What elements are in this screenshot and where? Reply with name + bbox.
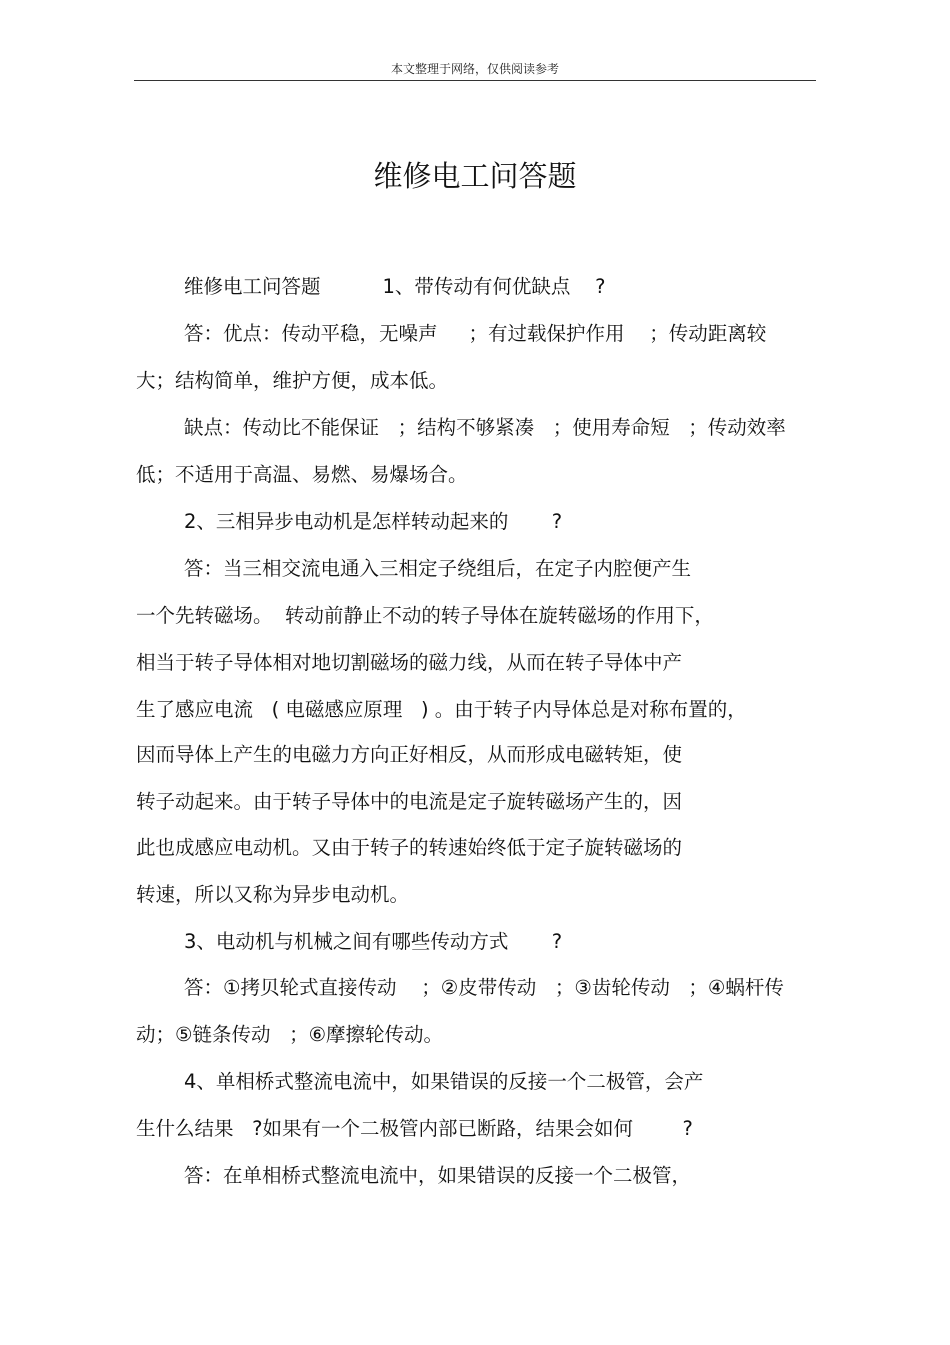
document-title: 维修电工问答题 [373,159,577,193]
body-line: 生什么结果 ?如果有一个二极管内部已断路，结果会如何 ? [136,1117,693,1140]
body-line: 缺点：传动比不能保证 ；结构不够紧凑 ；使用寿命短 ；传动效率 [184,416,786,439]
body-line: 一个先转磁场。 转动前静止不动的转子导体在旋转磁场的作用下， [136,604,714,627]
body-line: 生了感应电流 ( 电磁感应原理 ) 。由于转子内导体总是对称布置的， [136,698,747,721]
body-line: 2、三相异步电动机是怎样转动起来的 ? [184,510,563,533]
body-line: 此也成感应电动机。又由于转子的转速始终低于定子旋转磁场的 [136,836,683,859]
body-line: 答：①拷贝轮式直接传动 ；②皮带传动 ；③齿轮传动 ；④蜗杆传 [184,976,784,999]
body-line: 动；⑤链条传动 ；⑥摩擦轮传动。 [136,1023,444,1046]
header-divider [134,80,816,81]
body-line: 转子动起来。由于转子导体中的电流是定子旋转磁场产生的，因 [136,790,683,813]
body-line: 答：优点：传动平稳，无噪声 ；有过载保护作用 ；传动距离较 [184,322,767,345]
body-line: 维修电工问答题 1、带传动有何优缺点 ? [184,275,606,298]
body-line: 相当于转子导体相对地切割磁场的磁力线，从而在转子导体中产 [136,651,683,674]
body-line: 转速，所以又称为异步电动机。 [136,883,410,906]
body-line: 因而导体上产生的电磁力方向正好相反，从而形成电磁转矩，使 [136,743,683,766]
body-line: 3、电动机与机械之间有哪些传动方式 ? [184,930,563,953]
body-line: 低；不适用于高温、易燃、易爆场合。 [136,463,468,486]
body-line: 答：当三相交流电通入三相定子绕组后，在定子内腔便产生 [184,557,692,580]
body-line: 大；结构简单，维护方便，成本低。 [136,369,449,392]
header-note: 本文整理于网络，仅供阅读参考 [390,62,559,76]
body-line: 4、单相桥式整流电流中，如果错误的反接一个二极管，会产 [184,1070,704,1093]
body-line: 答：在单相桥式整流电流中，如果错误的反接一个二极管， [184,1164,692,1187]
